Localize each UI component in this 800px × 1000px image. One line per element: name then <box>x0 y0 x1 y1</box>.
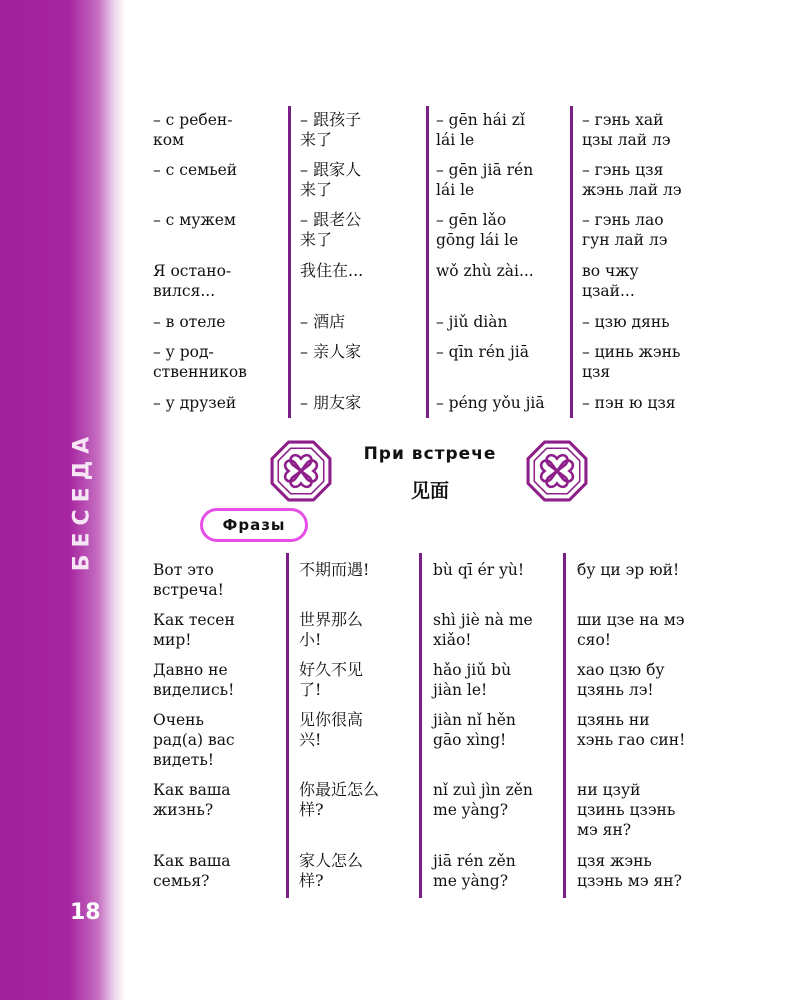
column-divider <box>286 553 289 898</box>
pinyin-phrase: wǒ zhù zài... <box>436 262 534 280</box>
pinyin-phrase: – qīn rén jiā <box>436 343 529 361</box>
section-subheading: 见面 <box>410 480 449 502</box>
transcription-phrase: – цинь жэнь цзя <box>582 343 681 381</box>
pinyin-phrase: bù qī ér yù! <box>433 561 525 579</box>
chinese-phrase: – 朋友家 <box>300 393 362 412</box>
transcription-phrase: – гэнь хай цзы лай лэ <box>582 111 671 149</box>
transcription-phrase: – пэн ю цзя <box>582 394 676 412</box>
sidebar-band <box>0 0 125 1000</box>
transcription-phrase: бу ци эр юй! <box>577 561 680 579</box>
column-divider <box>419 553 422 898</box>
pinyin-phrase: hǎo jiǔ bù jiàn le! <box>433 661 512 699</box>
russian-phrase: – с семьей <box>153 161 238 179</box>
russian-phrase: Очень рад(а) вас видеть! <box>153 711 235 769</box>
column-divider <box>426 106 429 418</box>
chinese-phrase: – 跟孩子 来了 <box>300 110 362 149</box>
transcription-phrase: ни цзуй цзинь цзэнь мэ ян? <box>577 781 676 839</box>
chinese-phrase: 我住在... <box>300 261 364 280</box>
chinese-phrase: – 亲人家 <box>300 342 362 361</box>
chinese-phrase: 家人怎么 样? <box>299 851 364 890</box>
russian-phrase: – в отеле <box>153 313 226 331</box>
russian-phrase: Давно не виделись! <box>153 661 235 699</box>
chinese-phrase: 好久不见 了! <box>299 660 364 699</box>
column-divider <box>570 106 573 418</box>
chinese-phrase: – 酒店 <box>300 312 346 331</box>
russian-phrase: Как ваша жизнь? <box>153 781 231 819</box>
pinyin-phrase: – gēn lǎo gōng lái le <box>436 211 519 249</box>
russian-phrase: – у друзей <box>153 394 237 412</box>
chinese-phrase: 见你很高 兴! <box>299 710 364 749</box>
pinyin-phrase: nǐ zuì jìn zěn me yàng? <box>433 781 533 819</box>
pinyin-phrase: – péng yǒu jiā <box>436 394 545 412</box>
chinese-phrase: – 跟家人 来了 <box>300 160 362 199</box>
russian-phrase: Как тесен мир! <box>153 611 235 649</box>
page-number: 18 <box>70 900 101 925</box>
russian-phrase: Я остано- вился... <box>153 262 232 300</box>
russian-phrase: Как ваша семья? <box>153 852 231 890</box>
chinese-phrase: 你最近怎么 样? <box>299 780 380 819</box>
chinese-phrase: 不期而遇! <box>299 560 370 579</box>
section-heading: При встрече <box>363 444 497 464</box>
pinyin-phrase: – gēn jiā rén lái le <box>436 161 534 199</box>
pinyin-phrase: – gēn hái zǐ lái le <box>436 111 525 149</box>
transcription-phrase: хао цзю бу цзянь лэ! <box>577 661 665 699</box>
ornament-left-icon <box>270 440 332 502</box>
column-divider <box>288 106 291 418</box>
russian-phrase: – с ребен- ком <box>153 111 233 149</box>
transcription-phrase: – гэнь лао гун лай лэ <box>582 211 668 249</box>
chinese-phrase: 世界那么 小! <box>299 610 364 649</box>
russian-phrase: Вот это встреча! <box>153 561 224 599</box>
pinyin-phrase: jiā rén zěn me yàng? <box>433 852 516 890</box>
phrases-label: Фразы <box>200 508 308 542</box>
russian-phrase: – у род- ственников <box>153 343 247 381</box>
section-title-vertical: БЕСЕДА <box>69 429 95 572</box>
pinyin-phrase: – jiǔ diàn <box>436 313 508 331</box>
russian-phrase: – с мужем <box>153 211 236 229</box>
transcription-phrase: – цзю дянь <box>582 313 670 331</box>
transcription-phrase: ши цзе на мэ сяо! <box>577 611 685 649</box>
pinyin-phrase: jiàn nǐ hěn gāo xìng! <box>433 711 516 749</box>
transcription-phrase: во чжу цзай... <box>582 262 639 300</box>
transcription-phrase: цзя жэнь цзэнь мэ ян? <box>577 852 682 890</box>
chinese-phrase: – 跟老公 来了 <box>300 210 362 249</box>
pinyin-phrase: shì jiè nà me xiǎo! <box>433 611 533 649</box>
transcription-phrase: – гэнь цзя жэнь лай лэ <box>582 161 682 199</box>
transcription-phrase: цзянь ни хэнь гао син! <box>577 711 686 749</box>
ornament-right-icon <box>526 440 588 502</box>
